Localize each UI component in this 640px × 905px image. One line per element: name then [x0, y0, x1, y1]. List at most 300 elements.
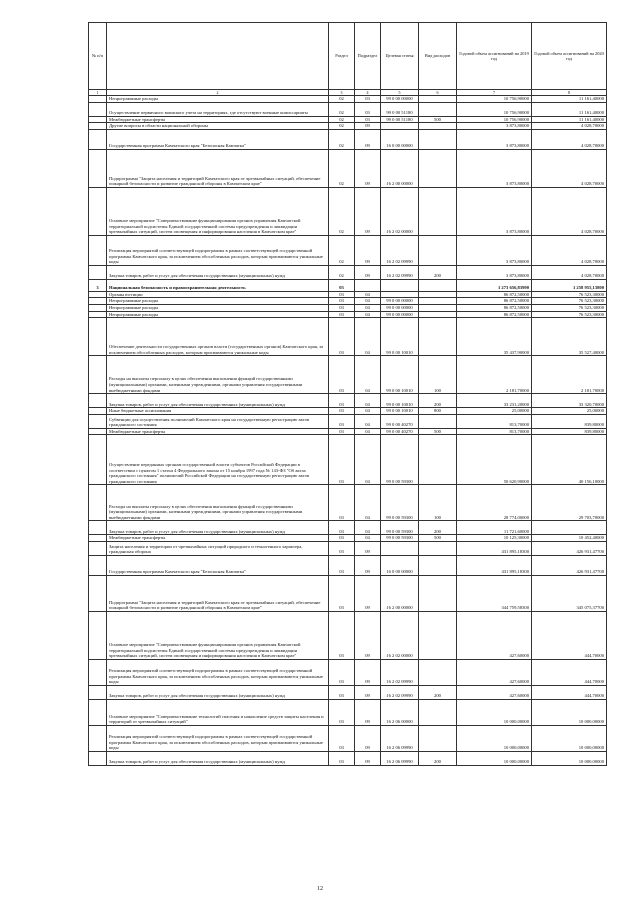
- row-razdel: 03: [329, 428, 355, 435]
- row-expense-type: 100: [419, 485, 457, 521]
- table-row: [89, 265, 607, 279]
- row-podrazdel: 04: [355, 485, 381, 521]
- header-2019: Годовой объем ассигнований на 2019 год: [457, 23, 532, 90]
- header-num: № п/п: [89, 23, 107, 90]
- row-target-article: 99 0 00 59300: [381, 535, 419, 542]
- row-number: [89, 394, 107, 408]
- row-amount-2019: 813,70000: [457, 428, 532, 435]
- row-amount-2020: 4 028,70000: [532, 129, 607, 149]
- row-podrazdel: 04: [355, 318, 381, 356]
- row-amount-2020: 4 028,70000: [532, 235, 607, 265]
- row-podrazdel: 09: [355, 123, 381, 130]
- row-amount-2019: 33 231,20000: [457, 394, 532, 408]
- row-amount-2020: 426 931,47700: [532, 541, 607, 555]
- row-podrazdel: 04: [355, 356, 381, 394]
- row-amount-2019: 50 620,90000: [457, 435, 532, 485]
- row-podrazdel: 04: [355, 535, 381, 542]
- row-amount-2019: 10 000,00000: [457, 725, 532, 751]
- row-amount-2020: 40 156,10000: [532, 435, 607, 485]
- row-name: Осуществление первичного воинского учета на территориях, где отсутствуют военные комиссариаты: [107, 102, 329, 116]
- row-name: Закупка товаров, работ и услуг для обеспечения государственных (муниципальных) нужд: [107, 751, 329, 765]
- row-amount-2019: 427,60000: [457, 611, 532, 659]
- row-name: Непрограммные расходы: [107, 311, 329, 318]
- row-expense-type: 200: [419, 394, 457, 408]
- table-row: [89, 414, 607, 428]
- row-name: Закупка товаров, работ и услуг для обеспечения государственных (муниципальных) нужд: [107, 685, 329, 699]
- table-row: [89, 521, 607, 535]
- row-amount-2019: 2 181,70000: [457, 356, 532, 394]
- row-target-article: [381, 279, 419, 291]
- row-target-article: 99 0 00 10010: [381, 318, 419, 356]
- row-amount-2020: 11 161,40000: [532, 96, 607, 103]
- row-amount-2019: 3 873,80000: [457, 187, 532, 235]
- row-target-article: 16 2 02 09990: [381, 235, 419, 265]
- row-razdel: 02: [329, 265, 355, 279]
- row-expense-type: [419, 96, 457, 103]
- row-podrazdel: 09: [355, 541, 381, 555]
- row-name: Подпрограмма "Защита населения и территорий Камчатского края от чрезвычайных ситуаций, обеспечение пожарной безопасности и развитие гражданской обороны в Камчатском крае": [107, 149, 329, 187]
- row-amount-2019: 10 756,90000: [457, 102, 532, 116]
- row-amount-2019: 10 756,90000: [457, 116, 532, 123]
- col-number: 8: [532, 90, 607, 96]
- row-amount-2020: 11 161,40000: [532, 116, 607, 123]
- row-number: [89, 541, 107, 555]
- row-expense-type: [419, 725, 457, 751]
- table-row: [89, 541, 607, 555]
- row-razdel: 03: [329, 485, 355, 521]
- row-number: [89, 265, 107, 279]
- table-row: [89, 102, 607, 116]
- row-target-article: 99 0 00 00000: [381, 298, 419, 305]
- table-row: [89, 279, 607, 291]
- row-razdel: 03: [329, 725, 355, 751]
- row-number: [89, 725, 107, 751]
- row-razdel: 03: [329, 521, 355, 535]
- row-name: Государственная программа Камчатского края "Безопасная Камчатка": [107, 555, 329, 575]
- row-expense-type: [419, 149, 457, 187]
- row-podrazdel: 09: [355, 685, 381, 699]
- row-target-article: 99 0 00 51180: [381, 116, 419, 123]
- row-amount-2020: 76 523,30000: [532, 298, 607, 305]
- row-amount-2019: 10 000,00000: [457, 751, 532, 765]
- row-podrazdel: 03: [355, 96, 381, 103]
- table-row: [89, 685, 607, 699]
- row-expense-type: [419, 699, 457, 725]
- row-amount-2019: 3 873,80000: [457, 235, 532, 265]
- row-amount-2019: 3 873,80000: [457, 129, 532, 149]
- row-expense-type: 200: [419, 265, 457, 279]
- row-razdel: 03: [329, 541, 355, 555]
- row-razdel: 03: [329, 414, 355, 428]
- table-row: [89, 725, 607, 751]
- row-amount-2019: 3 873,80000: [457, 149, 532, 187]
- row-razdel: 02: [329, 96, 355, 103]
- col-number: 3: [329, 90, 355, 96]
- row-expense-type: [419, 611, 457, 659]
- table-row: [89, 751, 607, 765]
- table-row: [89, 611, 607, 659]
- row-name: Национальная безопасность и правоохранительная деятельность: [107, 279, 329, 291]
- row-podrazdel: 04: [355, 435, 381, 485]
- row-podrazdel: 03: [355, 116, 381, 123]
- col-number: 7: [457, 90, 532, 96]
- row-target-article: 16 2 02 09990: [381, 659, 419, 685]
- row-amount-2020: 839,80000: [532, 414, 607, 428]
- row-amount-2019: 813,70000: [457, 414, 532, 428]
- row-razdel: 03: [329, 535, 355, 542]
- row-expense-type: [419, 541, 457, 555]
- row-amount-2020: 35 527,40000: [532, 318, 607, 356]
- row-target-article: 99 0 00 00000: [381, 304, 419, 311]
- row-expense-type: [419, 279, 457, 291]
- row-name: Непрограммные расходы: [107, 96, 329, 103]
- row-razdel: 03: [329, 298, 355, 305]
- row-name: Другие вопросы в области национальной обороны: [107, 123, 329, 130]
- row-razdel: 02: [329, 235, 355, 265]
- row-name: Защита населения и территории от чрезвычайных ситуаций природного и техногенного характера, гражданская оборона: [107, 541, 329, 555]
- row-number: [89, 428, 107, 435]
- row-target-article: 99 0 00 40270: [381, 414, 419, 428]
- row-expense-type: 100: [419, 356, 457, 394]
- row-expense-type: [419, 298, 457, 305]
- table-row: [89, 318, 607, 356]
- row-name: Реализация мероприятий соответствующей подпрограммы в рамках соответствующей государственной программы Камчатского края, за исключением обособленных расходов, которым присваиваются уникальные коды: [107, 659, 329, 685]
- row-target-article: 16 2 02 09990: [381, 685, 419, 699]
- row-podrazdel: 09: [355, 235, 381, 265]
- row-target-article: [381, 541, 419, 555]
- row-name: Органы юстиции: [107, 291, 329, 298]
- row-podrazdel: 04: [355, 408, 381, 415]
- header-razdel: Раздел: [329, 23, 355, 90]
- row-razdel: 03: [329, 304, 355, 311]
- row-number: [89, 96, 107, 103]
- row-expense-type: [419, 304, 457, 311]
- row-razdel: 02: [329, 129, 355, 149]
- row-amount-2019: 344 759,58300: [457, 575, 532, 611]
- row-podrazdel: 09: [355, 611, 381, 659]
- row-razdel: 02: [329, 102, 355, 116]
- table-row: [89, 575, 607, 611]
- row-target-article: 99 0 00 10010: [381, 356, 419, 394]
- row-podrazdel: 09: [355, 265, 381, 279]
- row-amount-2020: 4 028,70000: [532, 187, 607, 235]
- row-podrazdel: 09: [355, 129, 381, 149]
- row-target-article: 16 0 00 00000: [381, 555, 419, 575]
- row-amount-2020: 426 931,47700: [532, 555, 607, 575]
- col-number: 4: [355, 90, 381, 96]
- row-target-article: 99 0 00 10010: [381, 408, 419, 415]
- col-number: 2: [107, 90, 329, 96]
- row-name: Основное мероприятие "Совершенствование функционирования органов управления Камчатской территориальной подсистемы Единой государственной системы предупреждения и ликвидации чрезвычайных ситуаций, систем оповещения и информирования населения в Камчатском крае": [107, 611, 329, 659]
- row-expense-type: 500: [419, 116, 457, 123]
- row-razdel: 02: [329, 187, 355, 235]
- row-name: Подпрограмма "Защита населения и территорий Камчатского края от чрезвычайных ситуаций, обеспечение пожарной безопасности и развитие гражданской обороны в Камчатском крае": [107, 575, 329, 611]
- row-expense-type: [419, 102, 457, 116]
- row-expense-type: [419, 311, 457, 318]
- row-razdel: 03: [329, 611, 355, 659]
- row-name: Государственная программа Камчатского края "Безопасная Камчатка": [107, 129, 329, 149]
- row-amount-2020: 10 452,40000: [532, 535, 607, 542]
- row-target-article: 16 2 00 00000: [381, 149, 419, 187]
- row-target-article: 16 0 00 00000: [381, 129, 419, 149]
- row-podrazdel: [355, 279, 381, 291]
- row-podrazdel: 09: [355, 575, 381, 611]
- row-amount-2019: 431 895,18300: [457, 555, 532, 575]
- row-podrazdel: 09: [355, 555, 381, 575]
- row-podrazdel: 09: [355, 659, 381, 685]
- row-razdel: 02: [329, 149, 355, 187]
- row-razdel: 03: [329, 318, 355, 356]
- row-amount-2020: 29 703,70000: [532, 485, 607, 521]
- row-name: Межбюджетные трансферты: [107, 116, 329, 123]
- col-number: 1: [89, 90, 107, 96]
- row-amount-2019: 28 774,00000: [457, 485, 532, 521]
- header-podrazdel: Подраздел: [355, 23, 381, 90]
- row-number: [89, 116, 107, 123]
- row-amount-2020: 33 320,70000: [532, 394, 607, 408]
- table-row: [89, 659, 607, 685]
- row-amount-2020: 25,00000: [532, 408, 607, 415]
- row-target-article: 99 0 00 10010: [381, 394, 419, 408]
- row-number: 3: [89, 279, 107, 291]
- row-amount-2020: 444,70000: [532, 685, 607, 699]
- row-amount-2020: 1 258 955,13800: [532, 279, 607, 291]
- row-razdel: 03: [329, 659, 355, 685]
- row-target-article: 16 2 02 00000: [381, 187, 419, 235]
- row-amount-2020: 839,80000: [532, 428, 607, 435]
- row-name: Расходы на выплаты персоналу в целях обеспечения выполнения функций государственными (муниципальными) органами, казенными учреждениями, органами управления государственными внебюджетными фондами: [107, 485, 329, 521]
- row-number: [89, 485, 107, 521]
- row-name: Межбюджетные трансферты: [107, 535, 329, 542]
- row-number: [89, 102, 107, 116]
- table-row: [89, 535, 607, 542]
- row-razdel: 03: [329, 555, 355, 575]
- row-expense-type: [419, 318, 457, 356]
- row-name: Межбюджетные трансферты: [107, 428, 329, 435]
- row-expense-type: [419, 291, 457, 298]
- row-expense-type: [419, 659, 457, 685]
- table-row: [89, 428, 607, 435]
- page-number: 12: [317, 886, 323, 892]
- row-amount-2020: [532, 521, 607, 535]
- row-amount-2020: 10 000,00000: [532, 699, 607, 725]
- row-podrazdel: 09: [355, 149, 381, 187]
- row-target-article: [381, 291, 419, 298]
- row-podrazdel: 04: [355, 428, 381, 435]
- row-amount-2019: 11 721,60000: [457, 521, 532, 535]
- row-number: [89, 149, 107, 187]
- row-target-article: 16 2 00 00000: [381, 575, 419, 611]
- table-row: [89, 235, 607, 265]
- row-number: [89, 311, 107, 318]
- row-expense-type: 500: [419, 428, 457, 435]
- row-target-article: 99 0 00 40270: [381, 428, 419, 435]
- table-row: [89, 123, 607, 130]
- row-expense-type: [419, 235, 457, 265]
- row-number: [89, 123, 107, 130]
- row-number: [89, 318, 107, 356]
- row-number: [89, 435, 107, 485]
- row-amount-2019: 10 125,30000: [457, 535, 532, 542]
- row-expense-type: 200: [419, 751, 457, 765]
- row-amount-2020: 76 523,30000: [532, 311, 607, 318]
- row-amount-2020: 4 028,70000: [532, 149, 607, 187]
- row-name: Закупка товаров, работ и услуг для обеспечения государственных (муниципальных) нужд: [107, 265, 329, 279]
- row-amount-2020: 4 028,70000: [532, 265, 607, 279]
- row-target-article: 16 2 02 00000: [381, 611, 419, 659]
- row-name: Реализация мероприятий соответствующей подпрограммы в рамках соответствующей государственной программы Камчатского края, за исключением обособленных расходов, которым присваиваются уникальные коды: [107, 235, 329, 265]
- row-amount-2019: 10 000,00000: [457, 699, 532, 725]
- row-expense-type: 500: [419, 535, 457, 542]
- col-number: 6: [419, 90, 457, 96]
- row-razdel: 02: [329, 116, 355, 123]
- row-number: [89, 291, 107, 298]
- row-name: Закупка товаров, работ и услуг для обеспечения государственных (муниципальных) нужд: [107, 521, 329, 535]
- row-amount-2019: 86 872,50000: [457, 291, 532, 298]
- row-amount-2020: 2 181,70000: [532, 356, 607, 394]
- row-number: [89, 356, 107, 394]
- row-razdel: 03: [329, 685, 355, 699]
- table-row: [89, 96, 607, 103]
- row-podrazdel: 09: [355, 699, 381, 725]
- row-target-article: 99 0 00 00000: [381, 311, 419, 318]
- row-name: Иные бюджетные ассигнования: [107, 408, 329, 415]
- row-target-article: [381, 123, 419, 130]
- row-number: [89, 751, 107, 765]
- row-amount-2020: 11 161,40000: [532, 102, 607, 116]
- row-expense-type: [419, 435, 457, 485]
- row-amount-2020: 4 028,70000: [532, 123, 607, 130]
- row-podrazdel: 04: [355, 521, 381, 535]
- budget-sheet: [88, 22, 606, 766]
- row-podrazdel: 09: [355, 751, 381, 765]
- row-name: Основное мероприятие "Совершенствование функционирования органов управления Камчатской территориальной подсистемы Единой государственной системы предупреждения и ликвидации чрезвычайных ситуаций, систем оповещения и информирования населения в Камчатском крае": [107, 187, 329, 235]
- row-amount-2019: 3 873,80000: [457, 265, 532, 279]
- row-expense-type: 200: [419, 521, 457, 535]
- row-amount-2020: 444,70000: [532, 659, 607, 685]
- budget-table: [88, 22, 607, 766]
- row-expense-type: [419, 575, 457, 611]
- table-row: [89, 304, 607, 311]
- row-target-article: 99 0 00 59300: [381, 435, 419, 485]
- row-expense-type: [419, 187, 457, 235]
- row-amount-2020: 444,70000: [532, 611, 607, 659]
- row-name: Основное мероприятие "Совершенствование технологий спасения и накопление средств защиты населения и территорий от чрезвычайных ситуаций": [107, 699, 329, 725]
- table-row: [89, 298, 607, 305]
- row-amount-2019: 86 872,50000: [457, 304, 532, 311]
- row-razdel: 03: [329, 291, 355, 298]
- row-name: Обеспечение деятельности государственных органов власти (государственных органов) Камчатского края, за исключением обособленных расходов, которым присваиваются уникальные коды: [107, 318, 329, 356]
- row-name: Реализация мероприятий соответствующей подпрограммы в рамках соответствующей государственной программы Камчатского края, за исключением обособленных расходов, которым присваиваются уникальные коды: [107, 725, 329, 751]
- row-amount-2020: 76 523,30000: [532, 291, 607, 298]
- row-number: [89, 235, 107, 265]
- table-row: [89, 408, 607, 415]
- row-number: [89, 298, 107, 305]
- row-podrazdel: 03: [355, 102, 381, 116]
- row-name: Осуществление переданных органам государственной власти субъектов Российской Федерации в соответствии с пунктом 1 статьи 4 Федерального закона от 15 ноября 1997 года № 143-ФЗ "Об актах гражданского состояния" полномочий Российской Федерации на государственную регистрацию актов гражданского состояния: [107, 435, 329, 485]
- row-podrazdel: 09: [355, 187, 381, 235]
- row-name: Расходы на выплаты персоналу в целях обеспечения выполнения функций государственными (муниципальными) органами, казенными учреждениями, органами управления государственными внебюджетными фондами: [107, 356, 329, 394]
- row-podrazdel: 04: [355, 304, 381, 311]
- budget-rows: [89, 96, 607, 766]
- row-number: [89, 187, 107, 235]
- row-podrazdel: 04: [355, 291, 381, 298]
- row-amount-2020: 10 000,00000: [532, 725, 607, 751]
- row-amount-2020: 76 523,30000: [532, 304, 607, 311]
- row-podrazdel: 09: [355, 725, 381, 751]
- row-target-article: 99 0 00 59300: [381, 485, 419, 521]
- header-row: [89, 23, 607, 90]
- row-podrazdel: 04: [355, 394, 381, 408]
- row-target-article: 99 0 00 00000: [381, 96, 419, 103]
- row-target-article: 99 0 00 59300: [381, 521, 419, 535]
- row-razdel: 03: [329, 394, 355, 408]
- row-razdel: 03: [329, 575, 355, 611]
- row-amount-2019: 431 895,18300: [457, 541, 532, 555]
- table-row: [89, 311, 607, 318]
- col-number: 5: [381, 90, 419, 96]
- row-expense-type: [419, 129, 457, 149]
- row-target-article: 16 2 06 00000: [381, 699, 419, 725]
- row-amount-2019: 86 872,50000: [457, 298, 532, 305]
- row-name: Закупка товаров, работ и услуг для обеспечения государственных (муниципальных) нужд: [107, 394, 329, 408]
- row-amount-2019: 427,60000: [457, 659, 532, 685]
- table-row: [89, 149, 607, 187]
- row-razdel: 03: [329, 408, 355, 415]
- table-row: [89, 435, 607, 485]
- row-number: [89, 129, 107, 149]
- header-2020: Годовой объем ассигнований на 2020 год: [532, 23, 607, 90]
- row-amount-2019: 35 437,90000: [457, 318, 532, 356]
- row-number: [89, 699, 107, 725]
- table-row: [89, 356, 607, 394]
- row-expense-type: [419, 414, 457, 428]
- row-target-article: 16 2 02 09990: [381, 265, 419, 279]
- row-amount-2019: 1 273 656,83990: [457, 279, 532, 291]
- row-podrazdel: 04: [355, 414, 381, 428]
- row-razdel: 03: [329, 279, 355, 291]
- header-target-article: Целевая статья: [381, 23, 419, 90]
- row-number: [89, 555, 107, 575]
- row-number: [89, 521, 107, 535]
- row-amount-2019: 25,00000: [457, 408, 532, 415]
- table-row: [89, 555, 607, 575]
- table-row: [89, 291, 607, 298]
- row-number: [89, 685, 107, 699]
- header-expense-type: Вид расходов: [419, 23, 457, 90]
- row-razdel: 03: [329, 699, 355, 725]
- table-row: [89, 116, 607, 123]
- row-number: [89, 408, 107, 415]
- row-amount-2019: 3 873,80000: [457, 123, 532, 130]
- row-razdel: 03: [329, 435, 355, 485]
- row-razdel: 03: [329, 751, 355, 765]
- row-number: [89, 611, 107, 659]
- row-name: Субвенции для осуществления полномочий Камчатского края на государственную регистрацию актов гражданского состояния: [107, 414, 329, 428]
- table-row: [89, 187, 607, 235]
- row-amount-2020: 345 075,37700: [532, 575, 607, 611]
- row-name: Непрограммные расходы: [107, 304, 329, 311]
- row-name: Непрограммные расходы: [107, 298, 329, 305]
- row-amount-2019: 10 756,90000: [457, 96, 532, 103]
- row-number: [89, 575, 107, 611]
- row-number: [89, 659, 107, 685]
- row-amount-2019: 86 872,50000: [457, 311, 532, 318]
- table-row: [89, 394, 607, 408]
- row-razdel: 03: [329, 356, 355, 394]
- row-expense-type: 800: [419, 408, 457, 415]
- row-number: [89, 304, 107, 311]
